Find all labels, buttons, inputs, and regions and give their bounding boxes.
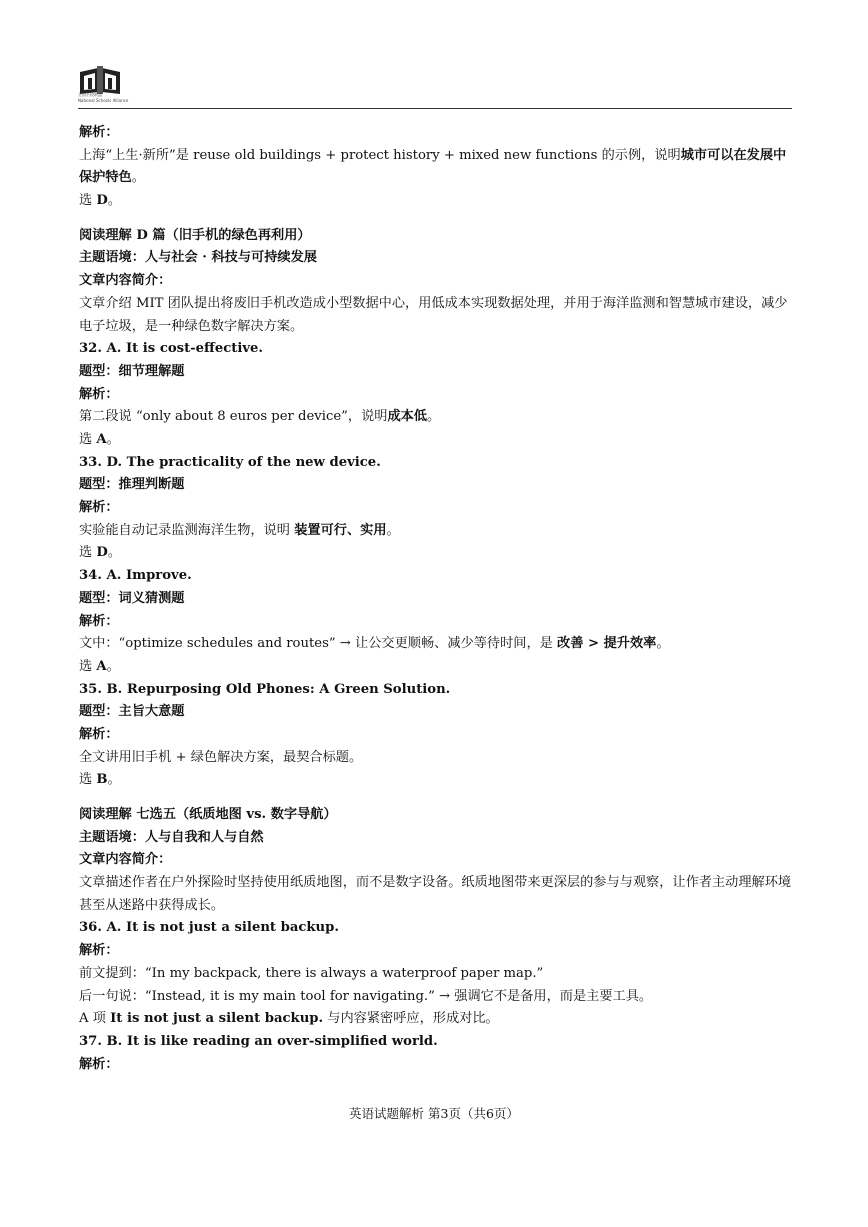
q35-answer: 选 B。 [79, 772, 121, 788]
section-7-title: 阅读理解 七选五（纸质地图 vs. 数字导航） [79, 807, 337, 822]
section-d-theme: 主题语境：人与社会 · 科技与可持续发展 [79, 250, 317, 266]
q33-analysis-label: 解析： [79, 500, 119, 516]
q36-line1: 前文提到：“In my backpack, there is always a waterproof paper map.” [79, 965, 544, 981]
q32-type: 题型：细节理解题 [79, 363, 185, 379]
q33-analysis-text: 实验能自动记录监测海洋生物，说明 装置可行、实用。 [79, 522, 400, 538]
q34-answer: 选 A。 [79, 658, 120, 674]
q36-line2: 后一句说：“Instead, it is my main tool for navigating.” → 强调它不是备用，而是主要工具。 [79, 988, 653, 1004]
analysis-text: 上海“上生·新所”是 reuse old buildings + protect history + mixed new functions 的示例，说明城市可以在发展中保护特色。 [79, 147, 787, 186]
q34-title: 34. A. Improve. [79, 568, 192, 584]
q34-analysis-text: 文中：“optimize schedules and routes” → 让公交更顺畅、减少等待时间，是 改善 > 提升效率。 [79, 636, 670, 652]
q33-title: 33. D. The practicality of the new device. [79, 454, 381, 470]
answer-line: 选 D。 [79, 193, 122, 209]
q34-analysis-label: 解析： [79, 613, 119, 629]
section-d-summary: 文章介绍 MIT 团队提出将废旧手机改造成小型数据中心，用低成本实现数据处理，并用于海洋监测和智慧城市建设，减少电子垃圾，是一种绿色数字解决方案。 [79, 295, 788, 334]
q32-title: 32. A. It is cost-effective. [79, 341, 264, 357]
q32-analysis-text: 第二段说 “only about 8 euros per device”，说明成本低。 [79, 409, 441, 425]
q33-answer: 选 D。 [79, 545, 122, 561]
logo-text: 全国名校联盟 [78, 92, 102, 97]
q35-type: 题型：主旨大意题 [79, 704, 185, 720]
q35-analysis-text: 全文讲用旧手机 + 绿色解决方案，最契合标题。 [79, 749, 363, 765]
section-d-summary-label: 文章内容简介： [79, 273, 172, 289]
page-header [78, 62, 792, 109]
q37-title: 37. B. It is like reading an over-simplified world. [79, 1033, 438, 1049]
q36-line3: A 项 It is not just a silent backup. 与内容紧密呼应，形成对比。 [79, 1011, 499, 1027]
q32-analysis-label: 解析： [79, 386, 119, 402]
q36-title: 36. A. It is not just a silent backup. [79, 920, 339, 936]
section-7-summary: 文章描述作者在户外探险时坚持使用纸质地图，而不是数字设备。纸质地图带来更深层的参与与观察，让作者主动理解环境甚至从迷路中获得成长。 [79, 875, 792, 913]
page-content [79, 122, 793, 1076]
q37-analysis-label: 解析： [79, 1056, 119, 1072]
logo-subtext: National Schools Alliance [78, 98, 129, 103]
section-d-title: 阅读理解 D 篇（旧手机的绿色再利用） [79, 227, 311, 243]
analysis-label: 解析： [79, 125, 119, 140]
page-footer: 英语试题解析 第3页（共6页） [349, 1106, 519, 1121]
section-7-theme: 主题语境：人与自我和人与自然 [79, 829, 264, 845]
q32-answer: 选 A。 [79, 432, 120, 447]
q34-type: 题型：词义猜测题 [79, 590, 185, 606]
q35-analysis-label: 解析： [79, 726, 119, 742]
q33-type: 题型：推理判断题 [79, 477, 185, 493]
q35-title: 35. B. Repurposing Old Phones: A Green Solution. [79, 681, 451, 697]
q36-analysis-label: 解析： [79, 943, 119, 959]
section-7-summary-label: 文章内容简介： [79, 852, 172, 868]
